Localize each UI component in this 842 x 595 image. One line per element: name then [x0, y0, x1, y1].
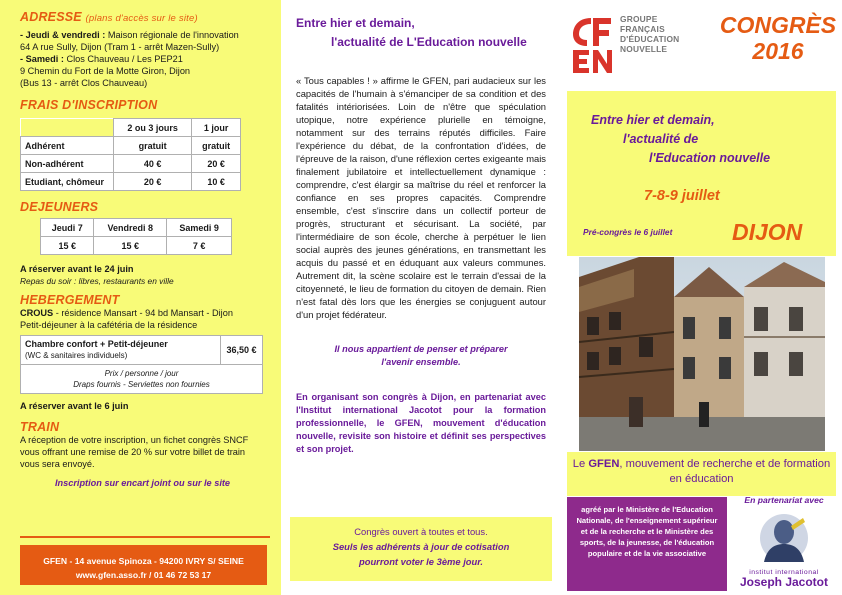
lodging-heading: HEBERGEMENT [20, 293, 120, 307]
lunch-note: Repas du soir : libres, restaurants en ville [20, 276, 174, 286]
address-block: - Jeudi & vendredi : Maison régionale de l'innovation 64 A rue Sully, Dijon (Tram 1 - arrêt Mazen-Sully) - Samedi : Clos Chauveau / Les PEP21 9 Chemin du Fort de la Motte Giron, Dijon (Bus 13 - arrêt Clos Chauveau) [20, 30, 239, 88]
editorial-body: « Tous capables ! » affirme le GFEN, pari audacieux sur les capacités de l'humain à s'émanciper de sa condition et des fatalités intériorisées. Loin de n'être que spéculation utopique, notre expérience plurielle en témoigne, notamment sur des terrains réputés difficiles. Faire l'expérience du débat, de la confrontation d'idées, de l'épreuve de la raison, d'une réflexion certes exigeante mais finalement jubilatoire et intellectuellement dynamique : comprendre, c'est élargir sa maîtrise du réel et renforcer la confiance en ses propres capacités. Comprendre ensemble, c'est s'inscrire dans un collectif porteur de progrès, structurant et sécurisant. La société, par l'intermédiaire de son école, cherche à perpétuer le lien social auprès des jeunes générations, en transmettant les acquis du passé et en éduquant aux valeurs communes. Autrement dit, la scène scolaire est le terrain d'essai de la citoyenneté, le lieu de formation du citoyen de demain. Rien n'est fatal dès lors que les énergies se conjuguent autour d'un projet fédérateur. [296, 75, 546, 320]
lodging-crous: CROUS - résidence Mansart - 94 bd Mansart - Dijon [20, 308, 233, 318]
lodging-table [20, 335, 263, 394]
event-dates: 7-8-9 juillet [644, 188, 720, 204]
editorial-title: Entre hier et demain, l'actualité de L'Education nouvelle [296, 16, 527, 49]
pre-congress-date: Pré-congrès le 6 juillet [583, 227, 673, 237]
dijon-street-photo [579, 257, 825, 451]
jacotot-logo: institut international Joseph Jacotot [731, 508, 837, 590]
logo-wordmark: GROUPE FRANÇAIS D'ÉDUCATION NOUVELLE [620, 14, 680, 54]
lodging-breakfast: Petit-déjeuner à la cafétéria de la résidence [20, 320, 198, 330]
fees-table: 2 ou 3 jours 1 jour Adhérent gratuit gratuit Non-adhérent 40 € 20 € Etudiant, chômeur 20 € 10 € [20, 118, 241, 191]
partner-label: En partenariat avec [744, 495, 824, 505]
table-row: Adhérent gratuit gratuit [21, 137, 241, 155]
editorial-panel [281, 0, 561, 595]
website-link[interactable]: www.gfen.asso.fr / 01 46 72 53 17 [75, 570, 212, 580]
jacotot-portrait-icon [731, 508, 837, 564]
address-heading: ADRESSE (plans d'accès sur le site) [20, 10, 198, 24]
gfen-description: Le GFEN, mouvement de recherche et de formation en éducation [567, 452, 836, 496]
ministry-approval: agréé par le Ministère de l'Education Nationale, de l'enseignement supérieur et de la recherche et le Ministère des sports, de la jeunesse, de l'éducation populaire et de la vie associative [567, 497, 727, 591]
lodging-reserve: A réserver avant le 6 juin [20, 401, 129, 411]
divider [20, 536, 270, 538]
cover-title: Entre hier et demain, l'actualité de l'Education nouvelle [591, 113, 771, 165]
city-name: DIJON [732, 219, 803, 245]
table-row: 15 € 15 € 7 € [41, 237, 232, 255]
editorial-quote: Il nous appartient de penser et préparer l'avenir ensemble. [334, 344, 508, 367]
congress-title: CONGRÈS 2016 [719, 12, 837, 64]
table-row: Chambre confort + Petit-déjeuner (WC & sanitaires individuels) 36,50 € [21, 336, 263, 365]
train-text: A réception de votre inscription, un fichet congrès SNCF vous offrant une remise de 20 % sur votre billet de train vous sera envoyé. [20, 435, 249, 469]
train-heading: TRAIN [20, 420, 60, 434]
cover-panel [561, 0, 842, 595]
lunch-table [40, 218, 232, 255]
insert-note: Inscription sur encart joint ou sur le site [54, 478, 231, 488]
partnership-text: En organisant son congrès à Dijon, en partenariat avec l'Institut international Jacotot pour la formation professionnelle, le GFEN, mouvement d'éducation nouvelle, revisite son histoire et définit ses perspectives et son projet. [296, 392, 546, 454]
table-row: Non-adhérent 40 € 20 € [21, 155, 241, 173]
lunch-heading: DEJEUNERS [20, 200, 99, 214]
table-row: Prix / personne / jour Draps fournis - Serviettes non fournies [21, 365, 263, 394]
fees-heading: FRAIS D'INSCRIPTION [20, 98, 158, 112]
info-panel [0, 0, 281, 595]
membership-box: Congrès ouvert à toutes et tous. Seuls les adhérents à jour de cotisation pourront voter le 3ème jour. [290, 517, 552, 581]
lunch-reserve: A réserver avant le 24 juin [20, 264, 134, 274]
table-row: Jeudi 7 Vendredi 8 Samedi 9 [41, 219, 232, 237]
gfen-logo-icon [567, 12, 617, 76]
footer-contact: GFEN - 14 avenue Spinoza - 94200 IVRY S/ SEINE www.gfen.asso.fr / 01 46 72 53 17 [20, 545, 267, 585]
table-row: Etudiant, chômeur 20 € 10 € [21, 173, 241, 191]
